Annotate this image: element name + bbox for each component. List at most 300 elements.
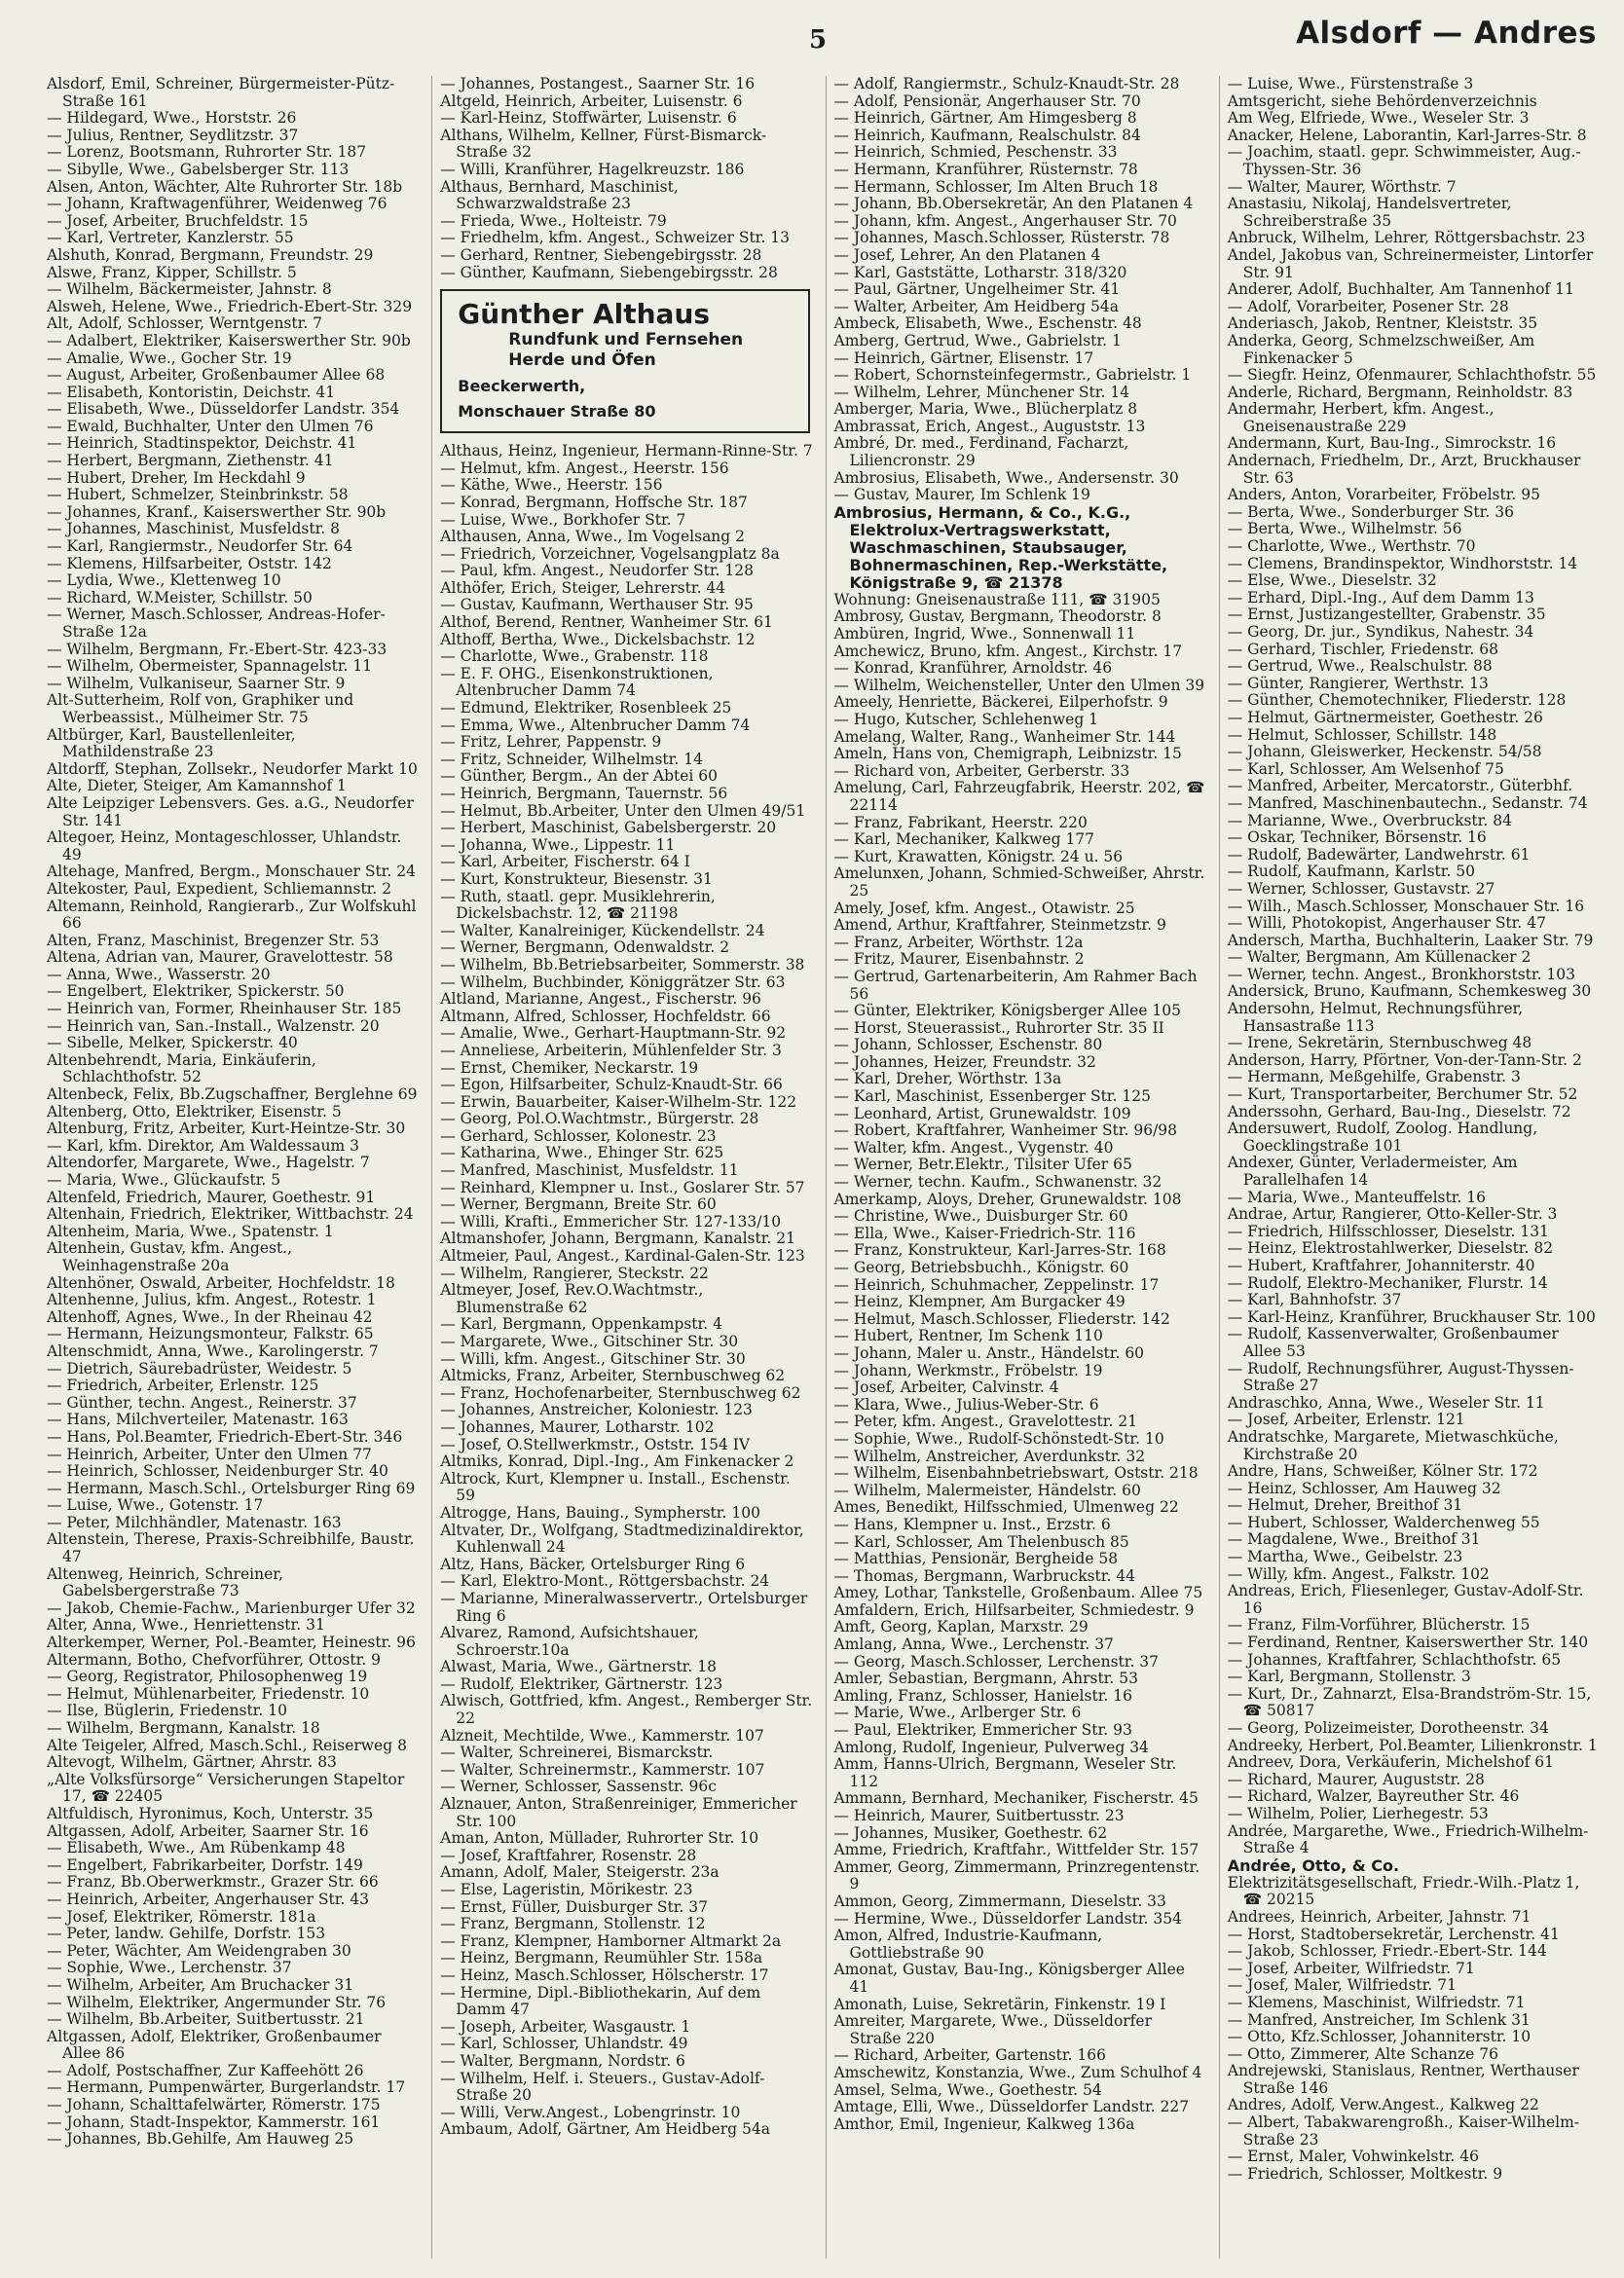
directory-entry: — Hans, Klempner u. Inst., Erzstr. 6 xyxy=(833,1515,1111,1533)
directory-entry: — Wilhelm, Malermeister, Händelstr. 60 xyxy=(833,1481,1141,1499)
directory-entry: Altmeyer, Josef, Rev.O.Wachtmstr., Blumenstraße 62 xyxy=(440,1281,704,1316)
directory-entry: Altenhöner, Oswald, Arbeiter, Hochfeldstr. 18 xyxy=(47,1273,395,1292)
ad-business-name: Günther Althaus xyxy=(458,298,711,331)
directory-entry: Ambré, Dr. med., Ferdinand, Facharzt, Liliencronstr. 29 xyxy=(833,434,1129,470)
directory-entry: — Dietrich, Säurebadrüster, Weidestr. 5 xyxy=(47,1359,352,1378)
directory-entry: Ames, Benedikt, Hilfsschmied, Ulmenweg 22 xyxy=(833,1498,1179,1517)
directory-entry: — Johann, kfm. Angest., Angerhauser Str. 70 xyxy=(833,211,1177,230)
directory-entry: Altendorfer, Margarete, Wwe., Hagelstr. 7 xyxy=(47,1154,370,1172)
directory-entry: Ambeck, Elisabeth, Wwe., Eschenstr. 48 xyxy=(833,314,1142,333)
directory-entry: — Katharina, Wwe., Ehinger Str. 625 xyxy=(440,1144,724,1162)
directory-entry: — Hermann, Schlosser, Im Alten Bruch 18 xyxy=(833,177,1159,196)
directory-entry: Althans, Wilhelm, Kellner, Fürst-Bismarck-Straße 32 xyxy=(440,126,767,162)
directory-entry: — Rudolf, Rechnungsführer, August-Thyssen-Straße 27 xyxy=(1227,1359,1574,1395)
highlighted-listing: Ambrosius, Hermann, & Co., K.G., Elektrolux-Vertragswerkstatt, Waschmaschinen, Staubsauger, Bohnermaschinen, Rep.-Werkstätte, Königstraße 9, ☎ 21378 xyxy=(833,502,1168,592)
directory-entry: Althof, Berend, Rentner, Wanheimer Str. 61 xyxy=(440,613,773,632)
directory-entry: — Walter, Maurer, Wörthstr. 7 xyxy=(1227,177,1457,196)
directory-entry: — Klemens, Hilfsarbeiter, Oststr. 142 xyxy=(47,554,332,572)
directory-entry: Amtsgericht, siehe Behördenverzeichnis xyxy=(1227,92,1537,110)
directory-entry: — Heinz, Bergmann, Reumühler Str. 158a xyxy=(440,1949,763,1967)
directory-entry: — Walter, Arbeiter, Am Heidberg 54a xyxy=(833,297,1119,315)
directory-entry: Altenschmidt, Anna, Wwe., Karolingerstr. 7 xyxy=(47,1341,379,1360)
directory-entry: — Josef, Arbeiter, Bruchfeldstr. 15 xyxy=(47,211,309,230)
directory-entry: Amelunxen, Johann, Schmied-Schweißer, Ahrstr. 25 xyxy=(833,864,1205,900)
directory-entry: Altehage, Manfred, Bergm., Monschauer Str. 24 xyxy=(47,863,416,881)
directory-entry: — Kurt, Konstrukteur, Biesenstr. 31 xyxy=(440,869,713,888)
directory-entry: — Karl, Schlosser, Am Thelenbusch 85 xyxy=(833,1532,1129,1551)
directory-entry: — Willi, Krafti., Emmericher Str. 127-133/10 xyxy=(440,1212,782,1231)
directory-entry: — Georg, Polizeimeister, Dorotheenstr. 34 xyxy=(1227,1719,1549,1737)
directory-entry: — Wilhelm, Bb.Betriebsarbeiter, Sommerstr. 38 xyxy=(440,955,805,974)
directory-entry: — Robert, Schornsteinfegermstr., Gabrielstr. 1 xyxy=(833,366,1192,385)
directory-entry: Althöfer, Erich, Steiger, Lehrerstr. 44 xyxy=(440,578,726,597)
directory-entry: Altenhain, Friedrich, Elektriker, Wittbachstr. 24 xyxy=(47,1205,414,1224)
directory-entry: Andreeky, Herbert, Pol.Beamter, Lilienkronstr. 1 xyxy=(1227,1736,1598,1754)
directory-entry: — Engelbert, Elektriker, Spickerstr. 50 xyxy=(47,982,345,1001)
directory-entry: — Josef, Maler, Wilfriedstr. 71 xyxy=(1227,1976,1457,1995)
directory-entry: — Frieda, Wwe., Holteistr. 79 xyxy=(440,211,667,230)
directory-entry: — Richard, Walzer, Bayreuther Str. 46 xyxy=(1227,1787,1520,1806)
directory-entry: — Johannes, Masch.Schlosser, Rüsterstr. 78 xyxy=(833,229,1170,247)
directory-entry: — Wilhelm, Lehrer, Münchener Str. 14 xyxy=(833,383,1130,401)
directory-entry: — Heinrich, Kaufmann, Realschulstr. 84 xyxy=(833,126,1141,144)
directory-entry: Andermahr, Herbert, kfm. Angest., Gneisenaustraße 229 xyxy=(1227,400,1495,435)
directory-entry: Ammon, Georg, Zimmermann, Dieselstr. 33 xyxy=(833,1892,1166,1910)
directory-entry: — Paul, Gärtner, Ungelheimer Str. 41 xyxy=(833,280,1121,299)
directory-entry: Ambrassat, Erich, Angest., Auguststr. 13 xyxy=(833,417,1146,435)
directory-entry: — Wilhelm, Obermeister, Spannagelstr. 11 xyxy=(47,657,373,676)
directory-entry: — Otto, Zimmerer, Alte Schanze 76 xyxy=(1227,2044,1498,2063)
directory-entry: — Klemens, Maschinist, Wilfriedstr. 71 xyxy=(1227,1993,1526,2011)
directory-entry: — Josef, O.Stellwerkmstr., Oststr. 154 IV xyxy=(440,1435,751,1453)
directory-entry: — Adolf, Vorarbeiter, Posener Str. 28 xyxy=(1227,297,1509,315)
directory-entry: — Gerhard, Schlosser, Kolonestr. 23 xyxy=(440,1126,717,1145)
directory-entry: — Amalie, Wwe., Gerhart-Hauptmann-Str. 92 xyxy=(440,1024,787,1043)
directory-entry: Altenweg, Heinrich, Schreiner, Gabelsbergerstraße 73 xyxy=(47,1564,283,1600)
directory-entry: — Wilhelm, Rangierer, Steckstr. 22 xyxy=(440,1264,709,1282)
directory-entry: — Ella, Wwe., Kaiser-Friedrich-Str. 116 xyxy=(833,1224,1136,1242)
directory-entry: — Edmund, Elektriker, Rosenbleek 25 xyxy=(440,699,732,717)
highlighted-listing: Andrée, Otto, & Co. xyxy=(1227,1855,1400,1875)
directory-entry: — Hans, Pol.Beamter, Friedrich-Ebert-Str. 346 xyxy=(47,1427,403,1446)
directory-entry: — Siegfr. Heinz, Ofenmaurer, Schlachthofstr. 55 xyxy=(1227,366,1597,385)
directory-entry: — Heinrich, Gärtner, Elisenstr. 17 xyxy=(833,349,1094,367)
directory-entry: — E. F. OHG., Eisenkonstruktionen, Altenbrucher Damm 74 xyxy=(440,664,714,700)
directory-entry: — Adolf, Pensionär, Angerhauser Str. 70 xyxy=(833,92,1141,110)
directory-entry: Anbruck, Wilhelm, Lehrer, Röttgersbachstr. 23 xyxy=(1227,229,1586,247)
directory-entry: Amann, Adolf, Maler, Steigerstr. 23a xyxy=(440,1863,720,1882)
directory-entry: Altermann, Botho, Chefvorführer, Ottostr. 9 xyxy=(47,1650,382,1669)
directory-entry: Altz, Hans, Bäcker, Ortelsburger Ring 6 xyxy=(440,1555,746,1573)
directory-entry: Andre, Hans, Schweißer, Kölner Str. 172 xyxy=(1227,1462,1538,1481)
directory-entry: Altenhoff, Agnes, Wwe., In der Rheinau 42 xyxy=(47,1307,373,1326)
directory-entry: — Heinrich, Maurer, Suitbertusstr. 23 xyxy=(833,1807,1125,1824)
directory-entry: — Johann, Schlosser, Eschenstr. 80 xyxy=(833,1036,1103,1054)
directory-entry: — Georg, Registrator, Philosophenweg 19 xyxy=(47,1668,368,1686)
directory-entry: — Adolf, Rangiermstr., Schulz-Knaudt-Str. 28 xyxy=(833,76,1180,92)
directory-entry: — Maria, Wwe., Glückaufstr. 5 xyxy=(47,1171,281,1189)
directory-entry: — Karl, Maschinist, Essenberger Str. 125 xyxy=(833,1087,1151,1106)
directory-entry: — Karl, kfm. Direktor, Am Waldessaum 3 xyxy=(47,1136,359,1155)
directory-entry: — Otto, Kfz.Schlosser, Johanniterstr. 10 xyxy=(1227,2028,1532,2046)
directory-entry: Andermann, Kurt, Bau-Ing., Simrockstr. 16 xyxy=(1227,434,1557,453)
directory-entry: — Wilhelm, Bb.Arbeiter, Suitbertusstr. 21 xyxy=(47,2010,365,2029)
directory-entry: Alt-Sutterheim, Rolf von, Graphiker und Werbeassist., Mülheimer Str. 75 xyxy=(47,691,354,726)
directory-entry: — Paul, Elektriker, Emmericher Str. 93 xyxy=(833,1721,1132,1740)
directory-entry: — Karl, Elektro-Mont., Röttgersbachstr. 24 xyxy=(440,1572,770,1591)
directory-entry: Amsel, Selma, Wwe., Goethestr. 54 xyxy=(833,2080,1102,2099)
directory-entry: Altenhein, Gustav, kfm. Angest., Weinhagenstraße 20a xyxy=(47,1239,293,1274)
directory-entry: Amme, Friedrich, Kraftfahr., Wittfelder Str. 157 xyxy=(833,1841,1200,1859)
directory-entry: — Konrad, Kranführer, Arnoldstr. 46 xyxy=(833,659,1113,678)
directory-entry: Ambrosy, Gustav, Bergmann, Theodorstr. 8 xyxy=(833,607,1162,626)
directory-entry: Andratschke, Margarete, Mietwaschküche, Kirchstraße 20 xyxy=(1227,1427,1559,1463)
directory-entry: — Günther, Kaufmann, Siebengebirgsstr. 28 xyxy=(440,263,778,281)
directory-entry: — Heinrich, Schuhmacher, Zeppelinstr. 17 xyxy=(833,1275,1160,1294)
directory-entry: — Egon, Hilfsarbeiter, Schulz-Knaudt-Str. 66 xyxy=(440,1076,783,1094)
directory-entry: — August, Arbeiter, Großenbaumer Allee 68 xyxy=(47,366,386,385)
directory-entry: — Manfred, Anstreicher, Im Schlenk 31 xyxy=(1227,2010,1531,2029)
directory-entry: — Richard von, Arbeiter, Gerberstr. 33 xyxy=(833,761,1130,780)
directory-entry: — Rudolf, Kaufmann, Karlstr. 50 xyxy=(1227,863,1476,881)
directory-entry: — Helmut, Gärtnermeister, Goethestr. 26 xyxy=(1227,708,1543,726)
directory-entry: — Joachim, staatl. gepr. Schwimmeister, Aug.-Thyssen-Str. 36 xyxy=(1227,143,1581,178)
directory-entry: — Johannes, Maurer, Lotharstr. 102 xyxy=(440,1417,715,1436)
directory-entry: — Willi, Photokopist, Angerhauser Str. 47 xyxy=(1227,914,1546,933)
directory-entry: — Heinz, Masch.Schlosser, Hölscherstr. 17 xyxy=(440,1966,769,1984)
directory-entry: — Karl-Heinz, Kranführer, Bruckhauser Str. 100 xyxy=(1227,1307,1596,1326)
directory-entry: — Albert, Tabakwarengroßh., Kaiser-Wilhelm-Straße 23 xyxy=(1227,2113,1580,2149)
directory-entry: — Peter, Wächter, Am Weidengraben 30 xyxy=(47,1941,351,1960)
ad-service-line: Rundfunk und Fernsehen xyxy=(508,330,744,350)
directory-entry: — Walter, Schreinerei, Bismarckstr. xyxy=(440,1744,714,1762)
directory-entry: — Helmut, Mühlenarbeiter, Friedenstr. 10 xyxy=(47,1684,370,1703)
directory-entry: Andres, Adolf, Verw.Angest., Kalkweg 22 xyxy=(1227,2096,1539,2114)
directory-entry: — Hermine, Dipl.-Bibliothekarin, Auf dem Damm 47 xyxy=(440,1983,761,2019)
directory-entry: — Fritz, Lehrer, Pappenstr. 9 xyxy=(440,733,662,752)
directory-entry: — Franz, Arbeiter, Wörthstr. 12a xyxy=(833,933,1084,951)
directory-entry: — Wilhelm, Anstreicher, Averdunkstr. 32 xyxy=(833,1447,1146,1465)
directory-entry: — Emma, Wwe., Altenbrucher Damm 74 xyxy=(440,716,751,734)
directory-entry: Ammann, Bernhard, Mechaniker, Fischerstr. 45 xyxy=(833,1789,1199,1808)
directory-entry: — Christine, Wwe., Duisburger Str. 60 xyxy=(833,1207,1128,1226)
directory-entry: — Johann, Werkmstr., Fröbelstr. 19 xyxy=(833,1361,1103,1379)
directory-entry: — Richard, W.Meister, Schillstr. 50 xyxy=(47,588,313,606)
directory-entry: Am Weg, Elfriede, Wwe., Weseler Str. 3 xyxy=(1227,109,1530,128)
directory-entry: Amlong, Rudolf, Ingenieur, Pulverweg 34 xyxy=(833,1738,1149,1756)
directory-entry: Altenbeck, Felix, Bb.Zugschaffner, Berglehne 69 xyxy=(47,1085,418,1104)
directory-entry: — Joseph, Arbeiter, Wasgaustr. 1 xyxy=(440,2017,691,2036)
directory-entry: Anderson, Harry, Pförtner, Von-der-Tann-Str. 2 xyxy=(1227,1050,1582,1069)
directory-entry: — Wilhelm, Buchbinder, Königgrätzer Str. 63 xyxy=(440,973,786,991)
directory-entry: Amend, Arthur, Kraftfahrer, Steinmetzstr. 9 xyxy=(833,916,1166,935)
directory-entry: — Willy, kfm. Angest., Falkstr. 102 xyxy=(1227,1564,1490,1583)
directory-entry: Andrees, Heinrich, Arbeiter, Jahnstr. 71 xyxy=(1227,1907,1532,1926)
directory-entry: — Johannes, Postangest., Saarner Str. 16 xyxy=(440,76,756,92)
directory-entry: — Helmut, Bb.Arbeiter, Unter den Ulmen 49/51 xyxy=(440,801,806,820)
directory-entry: — Fritz, Maurer, Eisenbahnstr. 2 xyxy=(833,950,1085,969)
directory-entry: — Heinrich, Schlosser, Neidenburger Str. 40 xyxy=(47,1462,388,1481)
directory-entry: Amelung, Carl, Fahrzeugfabrik, Heerstr. 202, ☎ 22114 xyxy=(833,779,1205,814)
directory-entry: Ammer, Georg, Zimmermann, Prinzregentenstr. 9 xyxy=(833,1857,1200,1893)
directory-entry: — Magdalene, Wwe., Breithof 31 xyxy=(1227,1530,1481,1549)
directory-entry: — Sophie, Wwe., Rudolf-Schönstedt-Str. 10 xyxy=(833,1429,1164,1448)
directory-entry: — Wilhelm, Arbeiter, Am Bruchacker 31 xyxy=(47,1975,354,1994)
directory-entry: — Lydia, Wwe., Klettenweg 10 xyxy=(47,571,281,590)
directory-entry: — Heinrich, Schmied, Peschenstr. 33 xyxy=(833,143,1118,162)
directory-entry: Altvater, Dr., Wolfgang, Stadtmedizinaldirektor, Kuhlenwall 24 xyxy=(440,1521,804,1557)
directory-entry: — Anna, Wwe., Wasserstr. 20 xyxy=(47,965,271,983)
directory-entry: — Willi, Verw.Angest., Lobengrinstr. 10 xyxy=(440,2103,741,2121)
directory-entry: — Hermann, Masch.Schl., Ortelsburger Ring 69 xyxy=(47,1479,416,1497)
directory-entry: — Karl, Mechaniker, Kalkweg 177 xyxy=(833,830,1095,849)
directory-entry: — Georg, Pol.O.Wachtmstr., Bürgerstr. 28 xyxy=(440,1110,759,1128)
directory-entry: — Marie, Wwe., Arlberger Str. 6 xyxy=(833,1704,1082,1722)
directory-entry: — Richard, Arbeiter, Gartenstr. 166 xyxy=(833,2046,1107,2065)
directory-entry: Altgeld, Heinrich, Arbeiter, Luisenstr. 6 xyxy=(440,92,743,110)
directory-entry: — Engelbert, Fabrikarbeiter, Dorfstr. 149 xyxy=(47,1855,363,1874)
directory-entry: — Werner, Betr.Elektr., Tilsiter Ufer 65 xyxy=(833,1156,1132,1174)
directory-entry: — Werner, Bergmann, Odenwaldstr. 2 xyxy=(440,938,730,957)
directory-entry: Aman, Anton, Müllader, Ruhrorter Str. 10 xyxy=(440,1829,759,1848)
directory-entry: — Karl, Bergmann, Stollenstr. 3 xyxy=(1227,1668,1471,1686)
directory-entry: Alshuth, Konrad, Bergmann, Freundstr. 29 xyxy=(47,245,374,264)
directory-entry: — Gerhard, Tischler, Friedenstr. 68 xyxy=(1227,640,1498,658)
directory-entry: — Erhard, Dipl.-Ing., Auf dem Damm 13 xyxy=(1227,588,1534,606)
directory-entry: „Alte Volksfürsorge“ Versicherungen Stapeltor 17, ☎ 22405 xyxy=(47,1770,405,1806)
directory-entry: Alten, Franz, Maschinist, Bregenzer Str. 53 xyxy=(47,931,380,949)
directory-entry: Anderka, Georg, Schmelzschweißer, Am Finkenacker 5 xyxy=(1227,331,1535,367)
directory-entry: — Günter, Rangierer, Werthstr. 13 xyxy=(1227,674,1489,692)
directory-entry: — Franz, Bergmann, Stollenstr. 12 xyxy=(440,1915,706,1933)
directory-entry: — Heinz, Klempner, Am Burgacker 49 xyxy=(833,1293,1126,1311)
directory-entry: — Friedrich, Vorzeichner, Vogelsangplatz 8a xyxy=(440,544,780,563)
directory-entry: — Franz, Klempner, Hamborner Altmarkt 2a xyxy=(440,1931,782,1950)
directory-entry: Ambüren, Ingrid, Wwe., Sonnenwall 11 xyxy=(833,625,1136,643)
directory-entry: Altmanshofer, Johann, Bergmann, Kanalstr. 21 xyxy=(440,1230,795,1248)
directory-entry: — Ernst, Maler, Vohwinkelstr. 46 xyxy=(1227,2148,1480,2166)
directory-entry: — Wilhelm, Elektriker, Angermunder Str. 76 xyxy=(47,1993,387,2011)
directory-entry: Amlang, Anna, Wwe., Lerchenstr. 37 xyxy=(833,1635,1114,1654)
directory-entry: — Heinrich van, San.-Install., Walzenstr. 20 xyxy=(47,1016,380,1035)
directory-entry: — Johann, Gleiswerker, Heckenstr. 54/58 xyxy=(1227,743,1542,761)
directory-entry: — Günther, Chemotechniker, Fliederstr. 128 xyxy=(1227,691,1567,710)
directory-entry: Amchewicz, Bruno, kfm. Angest., Kirchstr. 17 xyxy=(833,642,1183,660)
directory-entry: — Gustav, Maurer, Im Schlenk 19 xyxy=(833,486,1090,504)
directory-entry: — Karl, Schlosser, Am Welsenhof 75 xyxy=(1227,759,1504,778)
directory-entry: Amling, Franz, Schlosser, Hanielstr. 16 xyxy=(833,1686,1132,1705)
directory-entry: — Maria, Wwe., Manteuffelstr. 16 xyxy=(1227,1188,1486,1206)
directory-entry: — Horst, Steuerassist., Ruhrorter Str. 35 II xyxy=(833,1018,1164,1037)
directory-entry: — Herbert, Bergmann, Ziethenstr. 41 xyxy=(47,452,334,470)
directory-entry: — Helmut, Dreher, Breithof 31 xyxy=(1227,1496,1463,1515)
column-3 xyxy=(826,76,1207,2259)
directory-entry: — Wilhelm, Helf. i. Steuers., Gustav-Adolf-Straße 20 xyxy=(440,2069,765,2105)
directory-entry: — Julius, Rentner, Seydlitzstr. 37 xyxy=(47,126,299,144)
directory-entry: — Georg, Betriebsbuchh., Königstr. 60 xyxy=(833,1259,1129,1276)
directory-entry: — Sibylle, Wwe., Gabelsberger Str. 113 xyxy=(47,160,350,178)
directory-entry: Andexer, Günter, Verladermeister, Am Parallelhafen 14 xyxy=(1227,1154,1518,1189)
directory-entry: — Günther, Bergm., An der Abtei 60 xyxy=(440,767,719,786)
directory-entry: — Kurt, Dr., Zahnarzt, Elsa-Brandström-Str. 15, ☎ 50817 xyxy=(1227,1684,1592,1720)
directory-entry: — Hubert, Schlosser, Walderchenweg 55 xyxy=(1227,1513,1540,1531)
directory-entry: — Luise, Wwe., Fürstenstraße 3 xyxy=(1227,76,1474,92)
directory-entry: — Josef, Elektriker, Römerstr. 181a xyxy=(47,1907,316,1926)
directory-entry: Andreas, Erich, Fliesenleger, Gustav-Adolf-Str. 16 xyxy=(1227,1582,1584,1617)
directory-entry: Amonat, Gustav, Bau-Ing., Königsberger Allee 41 xyxy=(833,1961,1185,1996)
directory-entry: — Hubert, Rentner, Im Schenk 110 xyxy=(833,1327,1103,1345)
directory-entry: — Karl, Gaststätte, Lotharstr. 318/320 xyxy=(833,263,1127,281)
directory-entry: — Hugo, Kutscher, Schlehenweg 1 xyxy=(833,711,1099,728)
directory-entry: Amft, Georg, Kaplan, Marxstr. 29 xyxy=(833,1618,1089,1636)
directory-entry: — Johann, Stadt-Inspektor, Kammerstr. 161 xyxy=(47,2113,381,2131)
directory-entry: — Franz, Hochofenarbeiter, Sternbuschweg 62 xyxy=(440,1383,801,1402)
directory-entry: — Hubert, Kraftfahrer, Johanniterstr. 40 xyxy=(1227,1256,1535,1274)
directory-entry: — Thomas, Bergmann, Warbruckstr. 44 xyxy=(833,1566,1136,1585)
directory-entry: Altenfeld, Friedrich, Maurer, Goethestr. 91 xyxy=(47,1188,376,1206)
directory-entry: — Karl, Bahnhofstr. 37 xyxy=(1227,1291,1402,1309)
directory-entry: — Luise, Wwe., Borkhofer Str. 7 xyxy=(440,510,686,529)
directory-entry: Amm, Hanns-Ulrich, Bergmann, Weseler Str. 112 xyxy=(833,1755,1177,1790)
directory-entry: Andersuwert, Rudolf, Zoolog. Handlung, Goecklingstraße 101 xyxy=(1227,1120,1538,1155)
directory-entry: Altekoster, Paul, Expedient, Schliemannstr. 2 xyxy=(47,879,392,898)
directory-entry: — Wilhelm, Polier, Lierhegestr. 53 xyxy=(1227,1804,1489,1822)
directory-entry: — Wilhelm, Bergmann, Fr.-Ebert-Str. 423-33 xyxy=(47,640,388,658)
directory-entry: Alsweh, Helene, Wwe., Friedrich-Ebert-Str. 329 xyxy=(47,297,413,315)
directory-entry: Alznauer, Anton, Straßenreiniger, Emmericher Str. 100 xyxy=(440,1795,797,1830)
directory-entry: — Horst, Stadtobersekretär, Lerchenstr. 41 xyxy=(1227,1925,1560,1943)
directory-entry: — Gerhard, Rentner, Siebengebirgsstr. 28 xyxy=(440,245,762,264)
directory-entry: Amfaldern, Erich, Hilfsarbeiter, Schmiedestr. 9 xyxy=(833,1600,1195,1619)
directory-entry: — Werner, Schlosser, Sassenstr. 96c xyxy=(440,1778,717,1796)
directory-entry: Andrée, Margarethe, Wwe., Friedrich-Wilhelm-Straße 4 xyxy=(1227,1821,1589,1857)
directory-entry: — Werner, techn. Angest., Bronkhorststr. 103 xyxy=(1227,965,1576,983)
directory-entry: — Heinrich, Arbeiter, Angerhauser Str. 43 xyxy=(47,1890,370,1908)
directory-entry: Andrae, Artur, Rangierer, Otto-Keller-Str. 3 xyxy=(1227,1205,1558,1224)
directory-entry: Andreev, Dora, Verkäuferin, Michelshof 61 xyxy=(1227,1753,1554,1772)
directory-entry: — Karl, Rangiermstr., Neudorfer Str. 64 xyxy=(47,537,353,556)
directory-entry: — Elisabeth, Wwe., Am Rübenkamp 48 xyxy=(47,1839,346,1857)
directory-entry: — Georg, Dr. jur., Syndikus, Nahestr. 34 xyxy=(1227,623,1534,641)
directory-entry: Amely, Josef, kfm. Angest., Otawistr. 25 xyxy=(833,899,1135,917)
directory-entry: Alte, Dieter, Steiger, Am Kamannshof 1 xyxy=(47,777,347,795)
directory-entry: — Elisabeth, Kontoristin, Deichstr. 41 xyxy=(47,383,336,401)
directory-entry: — Josef, Arbeiter, Wilfriedstr. 71 xyxy=(1227,1959,1475,1977)
directory-entry: — Hildegard, Wwe., Horststr. 26 xyxy=(47,109,297,128)
directory-entry: — Heinz, Elektrostahlwerker, Dieselstr. 82 xyxy=(1227,1239,1554,1258)
directory-entry: — Ernst, Füller, Duisburger Str. 37 xyxy=(440,1897,709,1916)
directory-entry: Althausen, Anna, Wwe., Im Vogelsang 2 xyxy=(440,528,745,546)
directory-entry: Alwisch, Gottfried, kfm. Angest., Remberger Str. 22 xyxy=(440,1692,813,1728)
directory-entry: — Wilhelm, Weichensteller, Unter den Ulmen 39 xyxy=(833,676,1205,694)
column-1 xyxy=(47,76,420,2259)
directory-entry: — Oskar, Techniker, Börsenstr. 16 xyxy=(1227,828,1487,847)
directory-entry: — Helmut, kfm. Angest., Heerstr. 156 xyxy=(440,459,729,477)
directory-entry: — Johannes, Kranf., Kaiserswerther Str. 90b xyxy=(47,502,387,521)
advertisement-box xyxy=(440,289,809,433)
directory-entry: — Josef, Kraftfahrer, Rosenstr. 28 xyxy=(440,1846,697,1864)
directory-entry: — Marianne, Mineralwasservertr., Ortelsburger Ring 6 xyxy=(440,1589,808,1625)
directory-entry: Altenhenne, Julius, kfm. Angest., Rotestr. 1 xyxy=(47,1291,377,1309)
directory-entry: Altgassen, Adolf, Arbeiter, Saarner Str. 16 xyxy=(47,1821,369,1840)
directory-entry: — Josef, Arbeiter, Erlenstr. 121 xyxy=(1227,1411,1465,1429)
directory-entry: — Karl, Vertreter, Kanzlerstr. 55 xyxy=(47,229,294,247)
directory-entry: — Karl, Dreher, Wörthstr. 13a xyxy=(833,1070,1062,1088)
directory-entry: — Jakob, Chemie-Fachw., Marienburger Ufer 32 xyxy=(47,1598,416,1617)
directory-entry: — Kurt, Transportarbeiter, Berchumer Str. 52 xyxy=(1227,1085,1578,1104)
directory-entry: — Konrad, Bergmann, Hoffsche Str. 187 xyxy=(440,493,748,511)
directory-entry: — Günther, techn. Angest., Reinerstr. 37 xyxy=(47,1393,357,1412)
directory-entry: — Hermann, Kranführer, Rüsternstr. 78 xyxy=(833,160,1138,178)
directory-entry: — Wilhelm, Bergmann, Kanalstr. 18 xyxy=(47,1719,320,1737)
directory-entry: Altenheim, Maria, Wwe., Spatenstr. 1 xyxy=(47,1222,334,1240)
directory-columns xyxy=(47,76,1601,2259)
directory-entry: Anderssohn, Gerhard, Bau-Ing., Dieselstr. 72 xyxy=(1227,1102,1571,1121)
directory-entry: Andel, Jakobus van, Schreinermeister, Lintorfer Str. 91 xyxy=(1227,245,1594,281)
directory-entry: — Heinz, Schlosser, Am Hauweg 32 xyxy=(1227,1479,1501,1497)
directory-entry: Altbürger, Karl, Baustellenleiter, Mathildenstraße 23 xyxy=(47,725,296,761)
directory-entry: — Else, Wwe., Dieselstr. 32 xyxy=(1227,571,1437,590)
directory-entry: — Johann, Schalttafelwärter, Römerstr. 175 xyxy=(47,2096,381,2114)
directory-entry: — Josef, Arbeiter, Calvinstr. 4 xyxy=(833,1378,1059,1397)
directory-entry: Anders, Anton, Vorarbeiter, Fröbelstr. 95 xyxy=(1227,486,1541,504)
directory-entry: Altgassen, Adolf, Elektriker, Großenbaumer Allee 86 xyxy=(47,2027,382,2063)
directory-entry: Altmann, Alfred, Schlosser, Hochfeldstr. 66 xyxy=(440,1007,771,1025)
directory-entry: — Heinrich, Gärtner, Am Himgesberg 8 xyxy=(833,109,1137,128)
directory-entry: Amon, Alfred, Industrie-Kaufmann, Gottliebstraße 90 xyxy=(833,1927,1103,1962)
directory-entry: — Walter, Bergmann, Nordstr. 6 xyxy=(440,2051,685,2070)
directory-entry: — Peter, landw. Gehilfe, Dorfstr. 153 xyxy=(47,1925,326,1943)
directory-entry: — Peter, Milchhändler, Matenastr. 163 xyxy=(47,1513,342,1531)
directory-entry: — Sophie, Wwe., Lerchenstr. 37 xyxy=(47,1959,292,1977)
directory-entry: Alzneit, Mechtilde, Wwe., Kammerstr. 107 xyxy=(440,1726,764,1745)
directory-entry: — Manfred, Maschinist, Musfeldstr. 11 xyxy=(440,1161,739,1180)
directory-entry: — Ernst, Chemiker, Neckarstr. 19 xyxy=(440,1058,699,1077)
directory-entry: — Berta, Wwe., Wilhelmstr. 56 xyxy=(1227,520,1462,538)
directory-entry: — Friedrich, Arbeiter, Erlenstr. 125 xyxy=(47,1377,319,1395)
directory-entry: — Walter, kfm. Angest., Vygenstr. 40 xyxy=(833,1138,1114,1157)
directory-entry: — Werner, techn. Kaufm., Schwanenstr. 32 xyxy=(833,1173,1163,1192)
directory-entry: — Johannes, Anstreicher, Koloniestr. 123 xyxy=(440,1401,753,1419)
directory-entry: — Luise, Wwe., Gotenstr. 17 xyxy=(47,1496,264,1515)
directory-entry: — Friedhelm, kfm. Angest., Schweizer Str. 13 xyxy=(440,229,790,247)
directory-entry: — Hans, Milchverteiler, Matenastr. 163 xyxy=(47,1411,349,1429)
directory-entry: Altemann, Reinhold, Rangierarb., Zur Wolfskuhl 66 xyxy=(47,897,417,933)
directory-entry: — Johanna, Wwe., Lippestr. 11 xyxy=(440,835,676,854)
directory-entry: Alte Leipziger Lebensvers. Ges. a.G., Neudorfer Str. 141 xyxy=(47,793,414,829)
directory-entry: — Willi, kfm. Angest., Gitschiner Str. 30 xyxy=(440,1349,746,1368)
directory-entry: — Werner, Masch.Schlosser, Andreas-Hofer-Straße 12a xyxy=(47,606,386,641)
directory-entry: — Richard, Maurer, Auguststr. 28 xyxy=(1227,1770,1485,1788)
directory-entry: — Wilhelm, Eisenbahnbetriebswart, Oststr. 218 xyxy=(833,1464,1199,1483)
ad-address-line: Beeckerwerth, xyxy=(458,377,586,396)
directory-entry: Anderer, Adolf, Buchhalter, Am Tannenhof 11 xyxy=(1227,280,1574,299)
directory-entry: — Amalie, Wwe., Gocher Str. 19 xyxy=(47,349,292,367)
directory-entry: Alt, Adolf, Schlosser, Werntgenstr. 7 xyxy=(47,314,323,333)
directory-entry: — Rudolf, Elektro-Mechaniker, Flurstr. 14 xyxy=(1227,1273,1548,1292)
directory-entry: Amler, Sebastian, Bergmann, Ahrstr. 53 xyxy=(833,1670,1138,1688)
directory-entry: Andernach, Friedhelm, Dr., Arzt, Bruckhauser Str. 63 xyxy=(1227,452,1581,487)
directory-entry: — Lorenz, Bootsmann, Ruhrorter Str. 187 xyxy=(47,143,367,162)
directory-entry: — Johannes, Maschinist, Musfeldstr. 8 xyxy=(47,520,341,538)
directory-entry: Altenberg, Otto, Elektriker, Eisenstr. 5 xyxy=(47,1102,342,1121)
directory-entry: Alswe, Franz, Kipper, Schillstr. 5 xyxy=(47,263,297,281)
directory-entry: Alwast, Maria, Wwe., Gärtnerstr. 18 xyxy=(440,1658,717,1676)
directory-entry: Elektrizitätsgesellschaft, Friedr.-Wilh.-Platz 1, ☎ 20215 xyxy=(1227,1873,1580,1909)
running-head: Alsdorf — Andres xyxy=(1296,16,1597,51)
directory-entry: — Johannes, Musiker, Goethestr. 62 xyxy=(833,1823,1108,1842)
directory-entry: Amreiter, Margarete, Wwe., Düsseldorfer Straße 220 xyxy=(833,2012,1152,2047)
